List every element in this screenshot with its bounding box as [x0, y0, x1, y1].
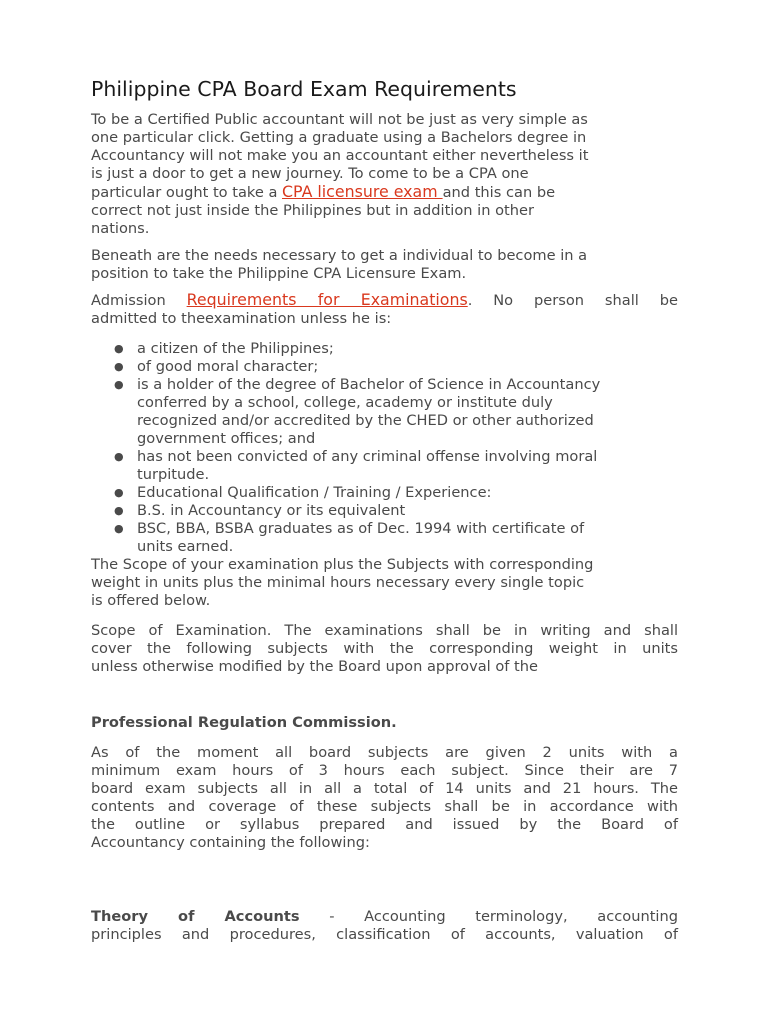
list-item: ● a citizen of the Philippines; — [114, 340, 334, 357]
list-item: ● BSC, BBA, BSBA graduates as of Dec. 1994 with certificate of units earned. — [114, 520, 585, 555]
scope-intro-line: weight in units plus the minimal hours necessary every single topic — [91, 574, 585, 591]
intro-line: is just a door to get a new journey. To come to be a CPA one — [91, 165, 529, 182]
scope-line: cover the following subjects with the corresponding weight in units — [91, 640, 678, 657]
cpa-licensure-exam-link[interactable]: CPA licensure exam — [282, 182, 443, 201]
list-item: ● has not been convicted of any criminal offense involving moral turpitude. — [114, 448, 598, 483]
document-page — [91, 76, 678, 944]
intro-line: correct not just inside the Philippines but in addition in other — [91, 202, 534, 219]
theory-paragraph — [91, 908, 678, 944]
scope-paragraph — [91, 622, 678, 676]
theory-line: principles and procedures, classification of accounts, valuation of — [91, 926, 678, 943]
theory-dash: - — [299, 908, 365, 925]
scope-intro-line: is offered below. — [91, 592, 211, 609]
prc-heading: Professional Regulation Commission. — [91, 714, 397, 731]
admission-line — [91, 291, 678, 310]
list-item: ● of good moral character; — [114, 358, 319, 375]
bullet-icon: ● — [114, 486, 124, 499]
requirements-for-examinations-link[interactable]: Requirements for Examinations — [186, 290, 468, 309]
theory-label: Theory of Accounts — [91, 908, 300, 925]
bullet-icon: ● — [114, 504, 124, 517]
intro-line: nations. — [91, 220, 150, 237]
intro-paragraph — [91, 111, 678, 238]
intro-line: Accountancy will not make you an accountant either nevertheless it — [91, 147, 589, 164]
beneath-paragraph — [91, 247, 678, 283]
list-item: ● is a holder of the degree of Bachelor of Science in Accountancy conferred by a school, college, academy or institute duly recognized and/or accredited by the CHED or other authorized government offices; and — [114, 376, 601, 447]
admission-text: Admission — [91, 292, 187, 309]
theory-text: Accounting terminology, accounting — [364, 908, 678, 925]
beneath-line: position to take the Philippine CPA Licensure Exam. — [91, 265, 467, 282]
intro-text: particular ought to take a — [91, 184, 283, 201]
intro-line: To be a Certified Public accountant will not be just as very simple as — [91, 111, 588, 128]
board-line: Accountancy containing the following: — [91, 834, 370, 851]
board-line: board exam subjects all in all a total of 14 units and 21 hours. The — [91, 780, 678, 797]
intro-line — [91, 183, 678, 202]
beneath-line: Beneath are the needs necessary to get a individual to become in a — [91, 247, 588, 264]
board-line: As of the moment all board subjects are given 2 units with a — [91, 744, 678, 761]
bullet-icon: ● — [114, 378, 124, 391]
scope-intro-line: The Scope of your examination plus the Subjects with corresponding — [91, 556, 594, 573]
requirements-list — [91, 340, 678, 556]
list-item: ● Educational Qualification / Training / Experience: — [114, 484, 492, 501]
board-line: the outline or syllabus prepared and issued by the Board of — [91, 816, 678, 833]
bullet-icon: ● — [114, 342, 124, 355]
bullet-icon: ● — [114, 360, 124, 373]
scope-line: Scope of Examination. The examinations shall be in writing and shall — [91, 622, 678, 639]
bullet-icon: ● — [114, 522, 124, 535]
admission-line: admitted to theexamination unless he is: — [91, 310, 392, 327]
scope-intro-paragraph — [91, 556, 678, 610]
theory-line — [91, 908, 678, 926]
intro-line: one particular click. Getting a graduate using a Bachelors degree in — [91, 129, 587, 146]
scope-line: unless otherwise modified by the Board upon approval of the — [91, 658, 538, 675]
board-paragraph — [91, 744, 678, 852]
page-title: Philippine CPA Board Exam Requirements — [91, 77, 517, 101]
admission-paragraph — [91, 291, 678, 328]
board-line: contents and coverage of these subjects shall be in accordance with — [91, 798, 678, 815]
intro-text: and this can be — [442, 184, 556, 201]
list-item: ● B.S. in Accountancy or its equivalent — [114, 502, 406, 519]
board-line: minimum exam hours of 3 hours each subject. Since their are 7 — [91, 762, 678, 779]
bullet-icon: ● — [114, 450, 124, 463]
admission-text: . No person shall be — [467, 292, 678, 309]
